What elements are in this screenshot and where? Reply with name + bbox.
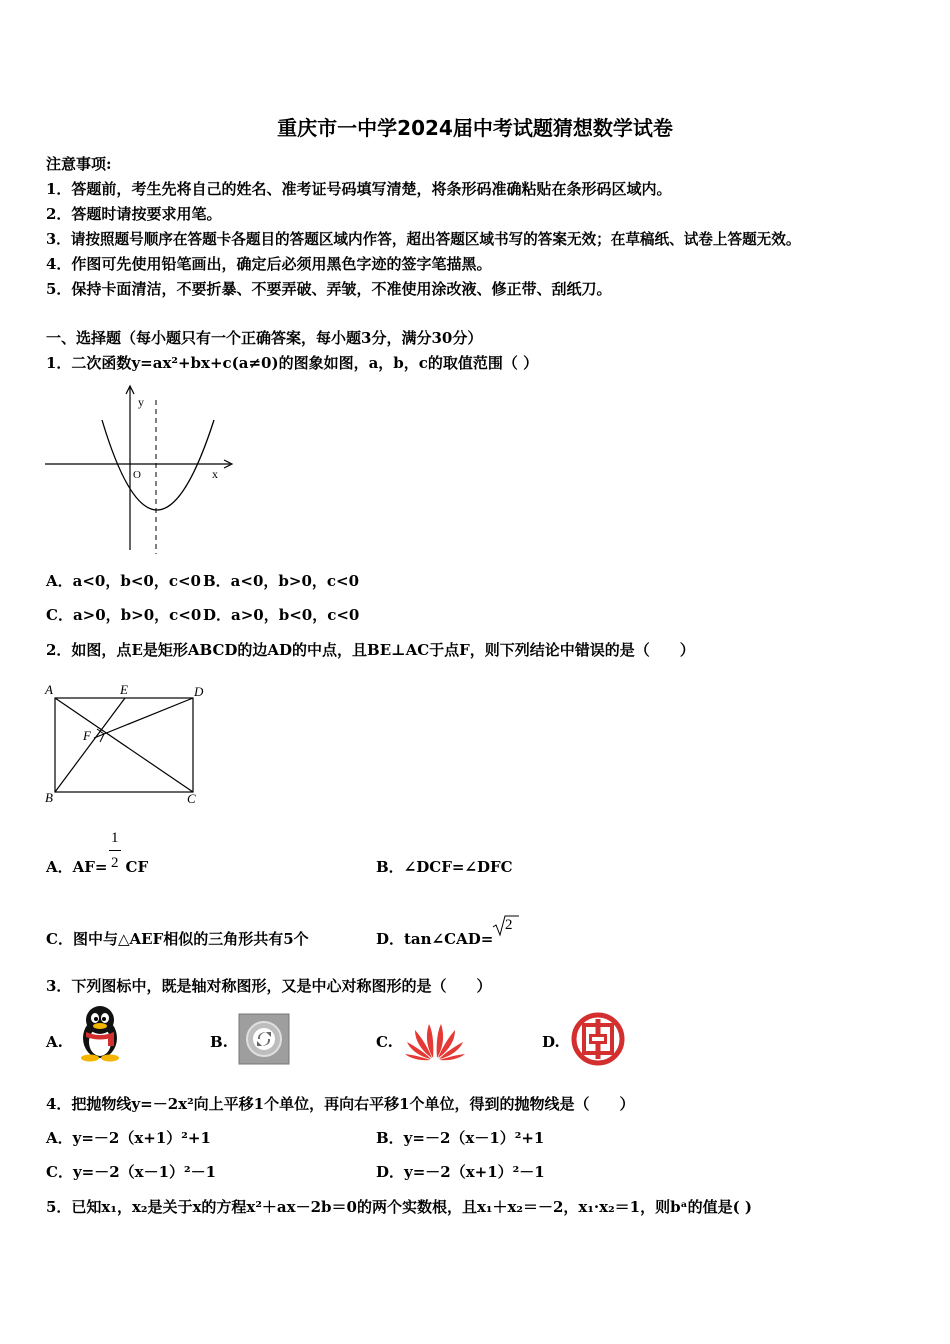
q3-option-b-label: B. (210, 1033, 228, 1051)
q2-option-b: B．∠DCF=∠DFC (376, 858, 513, 876)
page-title: 重庆市一中学2024届中考试题猜想数学试卷 (277, 116, 673, 140)
q1-option-c: C．a>0，b>0，c<0 (46, 606, 202, 624)
fraction-bar (109, 850, 121, 851)
segment-ac (55, 698, 193, 792)
q3-option-d-label: D. (542, 1033, 560, 1051)
q1-option-a: A．a<0，b<0，c<0 (46, 572, 201, 590)
segment-df (94, 698, 193, 738)
parabola-curve (102, 420, 214, 510)
q4-option-b: B．y=－2（x－1）²+1 (376, 1129, 545, 1147)
segment-be (55, 698, 125, 792)
q2-option-a-tail: CF (125, 858, 149, 876)
point-f: F (83, 728, 91, 743)
fraction-denominator: 2 (111, 855, 119, 871)
point-a: A (45, 682, 53, 697)
notice-item: 5．保持卡面清洁，不要折暴、不要弄破、弄皱，不准使用涂改液、修正带、刮纸刀。 (46, 280, 612, 298)
question-3-stem: 3．下列图标中，既是轴对称图形，又是中心对称图形的是（ ） (46, 977, 492, 995)
circular-arrows-icon (238, 1013, 290, 1065)
question-5-stem: 5．已知x₁，x₂是关于x的方程x²＋ax－2b＝0的两个实数根，且x₁＋x₂＝－2，x₁·x₂＝1，则bᵃ的值是( ) (46, 1198, 752, 1216)
point-b: B (45, 790, 53, 805)
q1-option-b: B．a<0，b>0，c<0 (203, 572, 360, 590)
sqrt-radicand: 2 (505, 917, 513, 933)
q4-option-a: A．y=－2（x+1）²+1 (46, 1129, 211, 1147)
q4-option-d: D．y=－2（x+1）²－1 (376, 1163, 545, 1181)
question-1-stem: 1．二次函数y=ax²+bx+c(a≠0)的图象如图，a，b，c的取值范围（ ） (46, 354, 539, 372)
qq-penguin-icon (74, 1004, 126, 1062)
q2-option-c: C．图中与△AEF相似的三角形共有5个 (46, 930, 309, 948)
q3-option-c-label: C. (376, 1033, 393, 1051)
y-label: y (138, 395, 144, 409)
q1-option-d: D．a>0，b<0，c<0 (203, 606, 360, 624)
notice-item: 3．请按照题号顺序在答题卡各题目的答题区域内作答，超出答题区域书写的答案无效；在草稿纸、试卷上答题无效。 (46, 231, 801, 248)
q2-option-d: D．tan∠CAD= (376, 930, 494, 948)
parabola-graph (40, 380, 240, 556)
question-4-stem: 4．把抛物线y=－2x²向上平移1个单位，再向右平移1个单位，得到的抛物线是（ ） (46, 1095, 635, 1113)
origin-label: O (133, 469, 141, 481)
notice-item: 1．答题前，考生先将自己的姓名、准考证号码填写清楚，将条形码准确粘贴在条形码区域内。 (46, 180, 672, 198)
huawei-logo-icon (404, 1014, 466, 1062)
notice-heading: 注意事项: (46, 155, 112, 173)
point-d: D (194, 684, 204, 699)
section-heading: 一、选择题（每小题只有一个正确答案，每小题3分，满分30分） (46, 329, 483, 347)
question-2-stem: 2．如图，点E是矩形ABCD的边AD的中点，且BE⊥AC于点F，则下列结论中错误的是（ ） (46, 641, 695, 659)
q2-option-a-text: A．AF= (46, 858, 108, 876)
notice-item: 2．答题时请按要求用笔。 (46, 205, 222, 223)
x-label: x (212, 467, 218, 481)
point-c: C (187, 791, 196, 806)
q3-option-a-label: A. (46, 1033, 63, 1051)
icbc-logo-icon (570, 1011, 626, 1067)
q4-option-c: C．y=－2（x－1）²－1 (46, 1163, 217, 1181)
rectangle-figure (40, 676, 215, 808)
fraction-numerator: 1 (111, 830, 119, 846)
q2-option-a (46, 856, 148, 877)
point-e: E (120, 682, 128, 697)
notice-item: 4．作图可先使用铅笔画出，确定后必须用黑色字迹的签字笔描黑。 (46, 255, 492, 273)
